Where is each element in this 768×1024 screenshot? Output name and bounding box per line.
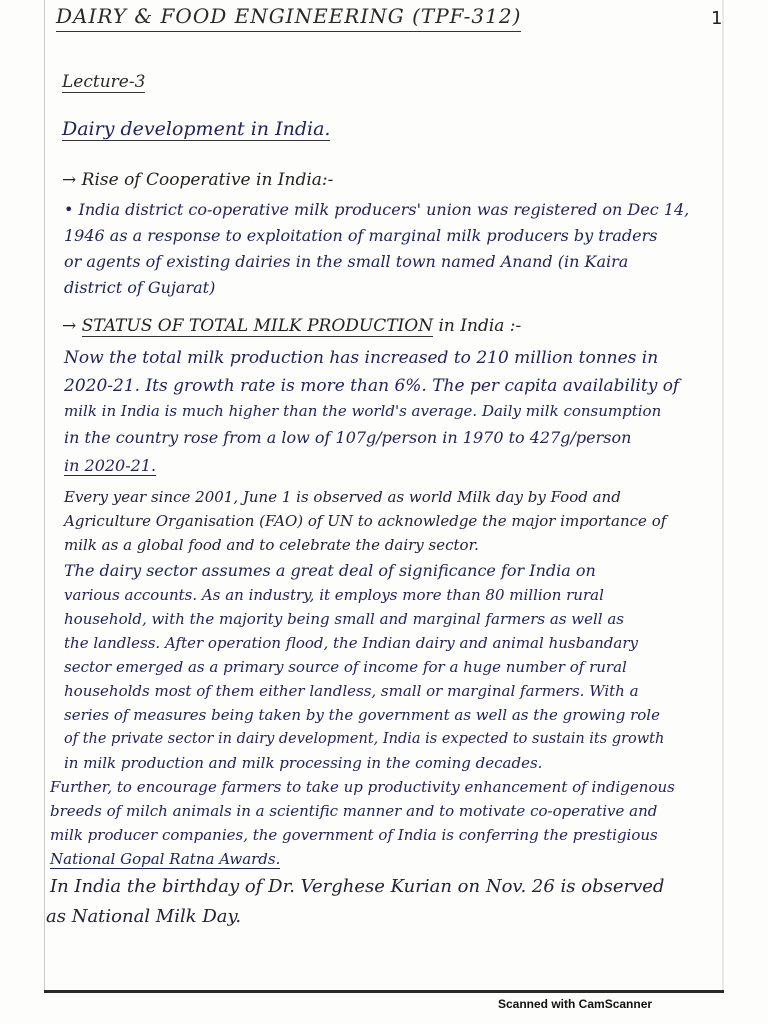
text-line: 1946 as a response to exploitation of marginal milk producers by traders — [64, 226, 658, 245]
text-line: In India the birthday of Dr. Verghese Kurian on Nov. 26 is observed — [50, 876, 665, 897]
text-line: various accounts. As an industry, it employs more than 80 million rural — [64, 586, 604, 604]
lecture-label: Lecture-3 — [62, 72, 146, 92]
section-heading-status: → STATUS OF TOTAL MILK PRODUCTION in India :- — [62, 316, 522, 336]
text-line: Further, to encourage farmers to take up productivity enhancement of indigenous — [50, 778, 675, 796]
text-line: milk as a global food and to celebrate the dairy sector. — [64, 536, 479, 554]
course-title: DAIRY & FOOD ENGINEERING (TPF-312) — [56, 4, 521, 32]
text-line: in the country rose from a low of 107g/person in 1970 to 427g/person — [64, 428, 632, 447]
text-line: National Gopal Ratna Awards. — [50, 850, 281, 868]
scanner-footer-bar — [44, 990, 724, 993]
section-heading-cooperative: → Rise of Cooperative in India:- — [62, 170, 334, 190]
text-line: in milk production and milk processing in the coming decades. — [64, 754, 543, 772]
text-line: milk producer companies, the government of India is conferring the prestigious — [50, 826, 658, 844]
margin-line — [44, 0, 45, 990]
text-line: 2020-21. Its growth rate is more than 6%. The per capita availability of — [64, 376, 680, 396]
text-line: as National Milk Day. — [46, 906, 242, 927]
text-line: the landless. After operation flood, the Indian dairy and animal husbandary — [64, 634, 638, 652]
text-line: Agriculture Organisation (FAO) of UN to acknowledge the major importance of — [64, 512, 667, 530]
page-edge — [722, 0, 724, 990]
text-line: milk in India is much higher than the world's average. Daily milk consumption — [64, 402, 662, 420]
text-line: Every year since 2001, June 1 is observed as world Milk day by Food and — [64, 488, 621, 506]
text-line: Now the total milk production has increased to 210 million tonnes in — [64, 348, 659, 368]
text-line: households most of them either landless, small or marginal farmers. With a — [64, 682, 639, 700]
text-line: in 2020-21. — [64, 456, 157, 475]
text-line: district of Gujarat) — [64, 278, 216, 297]
page-number: 1 — [711, 8, 723, 29]
text-line: series of measures being taken by the government as well as the growing role — [64, 706, 660, 724]
text-line: • India district co-operative milk producers' union was registered on Dec 14, — [64, 200, 690, 219]
scanner-watermark: Scanned with CamScanner — [498, 997, 653, 1011]
text-line: or agents of existing dairies in the small town named Anand (in Kaira — [64, 252, 629, 271]
text-line: household, with the majority being small and marginal farmers as well as — [64, 610, 625, 628]
text-line: of the private sector in dairy development, India is expected to sustain its growth — [64, 731, 665, 747]
text-line: breeds of milch animals in a scientific manner and to motivate co-operative and — [50, 802, 658, 820]
text-line: sector emerged as a primary source of income for a huge number of rural — [64, 658, 627, 676]
text-line: The dairy sector assumes a great deal of significance for India on — [64, 561, 596, 580]
page-title: Dairy development in India. — [62, 118, 331, 140]
